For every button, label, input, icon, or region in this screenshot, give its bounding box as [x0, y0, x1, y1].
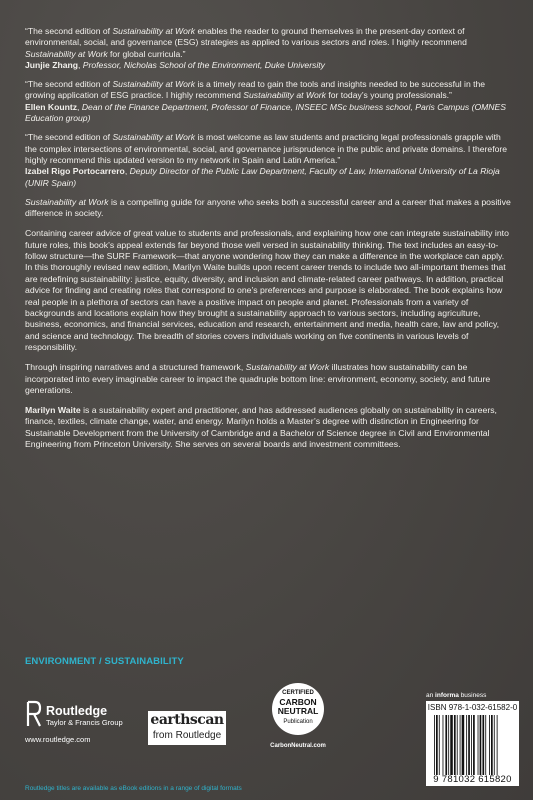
back-cover-text: [25, 26, 513, 459]
endorsement-3: [25, 132, 513, 188]
carbon-neutral-logo: CERTIFIED CARBON NEUTRAL Publication CarbonNeutral.com: [266, 683, 330, 757]
isbn-number: ISBN 978-1-032-61582-0: [427, 703, 518, 712]
routledge-url: www.routledge.com: [25, 735, 91, 744]
description-paragraph: Containing career advice of great value to students and professionals, and explaining how one can integrate sustainability into future roles, this book’s appeal extends far beyond those well versed in sustainability thinking. The text includes an easy-to-follow structure—the SURF Framework—that anyone wondering how they can make a difference in the workplace can apply. In this thoroughly revised new edition, Marilyn Waite builds upon recent career trends to include two all-important themes that are redefining sustainability: justice, equity, diversity, and inclusion and climate-related career pathways. In addition, practical advice for finding and creating roles that correspond to one’s preferences and purpose is elaborated. The book explains how real people in a plethora of sectors can have a positive impact on people and planet. Professionals from a variety of backgrounds and locations explain how they brought a sustainability approach to various sectors, including agriculture, business, economics, and financial services, education and research, entertainment and media, health care, law and policy, and science and technology. The breadth of stories covers individuals working on five continents in various levels of responsibility.: [25, 228, 509, 353]
barcode-digits: 9 781032 615820: [433, 774, 512, 785]
subject-category: ENVIRONMENT / SUSTAINABILITY: [25, 656, 184, 667]
quote-text: “The second edition of Sustainability at Work is most welcome as law students and practicing legal professionals grapple with the complex intersections of environmental, social, and governance jurisprudence in the public and private domains. I therefore highly recommend this updated version to my network in Spain and Latin America.”: [25, 132, 508, 165]
earthscan-logo: [148, 711, 226, 745]
quote-text: “The second edition of Sustainability at Work is a timely read to gain the tools and insights needed to be successful in the growing application of ESG practice. I highly recommend Sustainability at Work for today’s young professionals.”: [25, 79, 486, 101]
ebook-note: Routledge titles are available as eBook editions in a range of digital formats: [25, 785, 242, 792]
earthscan-subtitle: from Routledge: [152, 730, 222, 741]
isbn-barcode: [426, 701, 519, 786]
routledge-logo: [25, 700, 135, 746]
endorsement-1: [25, 26, 513, 71]
author-bio: Marilyn Waite is a sustainability expert and practitioner, and has addressed audiences globally on sustainability in careers, finance, textiles, climate change, water, and energy. Marilyn holds a Master’s degree with distinction in Engineering for Sustainable Development from the University of Cambridge and a Bachelor of Science degree in Civil and Environmental Engineering from Princeton University. She serves on several boards and investment committees.: [25, 404, 497, 450]
quote-text: “The second edition of Sustainability at Work enables the reader to ground themselves in the present-day context of environmental, social, and governance (ESG) strategies as applied to various sectors and roles. I highly recommend Sustainability at Work for global curricula.”: [25, 26, 467, 59]
endorsement-2: [25, 79, 513, 124]
quote-attribution: Izabel Rigo Portocarrero, Deputy Director of the Public Law Department, Faculty of Law, International University of La Rioja (UNIR Spain): [25, 166, 500, 188]
routledge-r-icon: [25, 700, 43, 728]
closing-paragraph: Through inspiring narratives and a structured framework, Sustainability at Work illustrates how sustainability can be incorporated into every imaginable career to impact the quadruple bottom line: environment, economy, society, and future generations.: [25, 362, 491, 395]
informa-business-label: an informa business: [426, 692, 487, 699]
barcode-icon: [434, 715, 514, 775]
earthscan-name: earthscan: [150, 712, 224, 728]
intro-paragraph: Sustainability at Work is a compelling guide for anyone who seeks both a successful career and a career that makes a positive difference in society.: [25, 196, 511, 219]
carbon-neutral-url: CarbonNeutral.com: [270, 743, 326, 749]
quote-attribution: Junjie Zhang, Professor, Nicholas School of the Environment, Duke University: [25, 59, 325, 70]
routledge-name: Routledge: [46, 704, 108, 718]
routledge-subtitle: Taylor & Francis Group: [46, 718, 123, 727]
quote-attribution: Ellen Kountz, Dean of the Finance Department, Professor of Finance, INSEEC MSc business school, Paris Campus (OMNES Education group): [25, 101, 506, 124]
